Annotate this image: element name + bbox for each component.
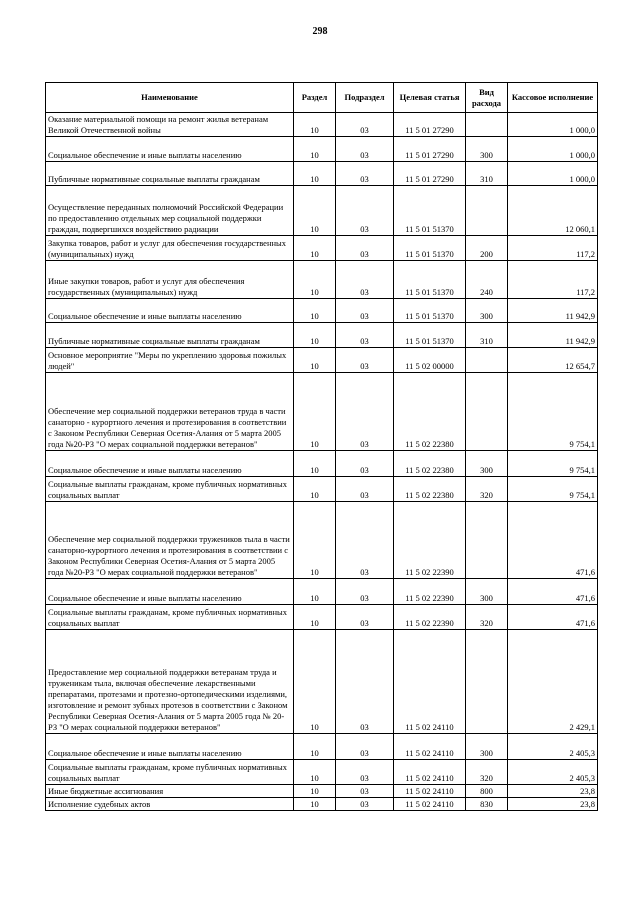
row-amount: 117,2 bbox=[508, 236, 598, 261]
table-row bbox=[46, 348, 598, 373]
row-name: Социальное обеспечение и иные выплаты населению bbox=[46, 451, 294, 477]
row-subsection: 03 bbox=[336, 137, 394, 162]
row-name: Основное мероприятие "Меры по укреплению здоровья пожилых людей" bbox=[46, 348, 294, 373]
table-header-row bbox=[46, 83, 598, 113]
row-amount: 9 754,1 bbox=[508, 451, 598, 477]
row-section: 10 bbox=[294, 162, 336, 186]
row-subsection: 03 bbox=[336, 162, 394, 186]
row-section: 10 bbox=[294, 323, 336, 348]
row-amount: 9 754,1 bbox=[508, 477, 598, 502]
row-amount: 1 000,0 bbox=[508, 137, 598, 162]
table-row bbox=[46, 186, 598, 236]
row-target: 11 5 02 22380 bbox=[394, 373, 466, 451]
row-section: 10 bbox=[294, 502, 336, 579]
row-subsection: 03 bbox=[336, 299, 394, 323]
row-target: 11 5 02 24110 bbox=[394, 798, 466, 811]
row-section: 10 bbox=[294, 373, 336, 451]
row-section: 10 bbox=[294, 785, 336, 798]
row-target: 11 5 02 24110 bbox=[394, 760, 466, 785]
table-row bbox=[46, 579, 598, 605]
row-amount: 23,8 bbox=[508, 798, 598, 811]
row-section: 10 bbox=[294, 236, 336, 261]
row-amount: 471,6 bbox=[508, 579, 598, 605]
table-row bbox=[46, 451, 598, 477]
row-name: Осуществление переданных полномочий Российской Федерации по предоставлению отдельных мер социальной поддержки граждан, подвергшихся воздействию радиации bbox=[46, 186, 294, 236]
row-name: Социальное обеспечение и иные выплаты населению bbox=[46, 299, 294, 323]
row-name: Социальное обеспечение и иные выплаты населению bbox=[46, 579, 294, 605]
row-target: 11 5 02 24110 bbox=[394, 630, 466, 734]
row-subsection: 03 bbox=[336, 348, 394, 373]
row-name: Публичные нормативные социальные выплаты гражданам bbox=[46, 162, 294, 186]
row-name: Социальные выплаты гражданам, кроме публичных нормативных социальных выплат bbox=[46, 605, 294, 630]
budget-table bbox=[45, 82, 598, 811]
row-name: Социальное обеспечение и иные выплаты населению bbox=[46, 137, 294, 162]
row-target: 11 5 02 24110 bbox=[394, 734, 466, 760]
row-type bbox=[466, 630, 508, 734]
row-section: 10 bbox=[294, 605, 336, 630]
row-name: Социальные выплаты гражданам, кроме публичных нормативных социальных выплат bbox=[46, 760, 294, 785]
row-amount: 1 000,0 bbox=[508, 162, 598, 186]
row-subsection: 03 bbox=[336, 630, 394, 734]
row-subsection: 03 bbox=[336, 261, 394, 299]
table-row bbox=[46, 798, 598, 811]
row-section: 10 bbox=[294, 579, 336, 605]
row-amount: 12 654,7 bbox=[508, 348, 598, 373]
row-subsection: 03 bbox=[336, 579, 394, 605]
row-target: 11 5 01 27290 bbox=[394, 162, 466, 186]
row-section: 10 bbox=[294, 451, 336, 477]
row-target: 11 5 01 51370 bbox=[394, 236, 466, 261]
row-type: 320 bbox=[466, 605, 508, 630]
row-subsection: 03 bbox=[336, 760, 394, 785]
row-section: 10 bbox=[294, 734, 336, 760]
row-name: Социальные выплаты гражданам, кроме публичных нормативных социальных выплат bbox=[46, 477, 294, 502]
row-subsection: 03 bbox=[336, 323, 394, 348]
row-name: Обеспечение мер социальной поддержки ветеранов труда в части санаторно - курортного лечения и протезирования в соответствии с Законом Республики Северная Осетия-Алания от 5 марта 2005 года №20-РЗ "О мерах социальной поддержки ветеранов" bbox=[46, 373, 294, 451]
row-amount: 2 405,3 bbox=[508, 734, 598, 760]
row-section: 10 bbox=[294, 760, 336, 785]
row-target: 11 5 02 22380 bbox=[394, 477, 466, 502]
row-amount: 12 060,1 bbox=[508, 186, 598, 236]
row-target: 11 5 01 51370 bbox=[394, 261, 466, 299]
row-target: 11 5 02 00000 bbox=[394, 348, 466, 373]
table-row bbox=[46, 162, 598, 186]
table-row bbox=[46, 373, 598, 451]
row-type: 320 bbox=[466, 760, 508, 785]
row-subsection: 03 bbox=[336, 236, 394, 261]
row-type: 300 bbox=[466, 734, 508, 760]
row-subsection: 03 bbox=[336, 451, 394, 477]
table-row bbox=[46, 630, 598, 734]
row-subsection: 03 bbox=[336, 798, 394, 811]
row-type bbox=[466, 186, 508, 236]
row-target: 11 5 02 24110 bbox=[394, 785, 466, 798]
row-amount: 2 429,1 bbox=[508, 630, 598, 734]
table-row bbox=[46, 323, 598, 348]
row-target: 11 5 01 51370 bbox=[394, 186, 466, 236]
table-row bbox=[46, 299, 598, 323]
row-amount: 117,2 bbox=[508, 261, 598, 299]
row-section: 10 bbox=[294, 630, 336, 734]
row-subsection: 03 bbox=[336, 734, 394, 760]
row-section: 10 bbox=[294, 477, 336, 502]
row-target: 11 5 01 27290 bbox=[394, 113, 466, 137]
row-name: Оказание материальной помощи на ремонт жилья ветеранам Великой Отечественной войны bbox=[46, 113, 294, 137]
page-number: 298 bbox=[312, 26, 328, 37]
header-type: Вид расхода bbox=[466, 83, 508, 113]
row-subsection: 03 bbox=[336, 785, 394, 798]
table-row bbox=[46, 236, 598, 261]
row-amount: 11 942,9 bbox=[508, 323, 598, 348]
table-row bbox=[46, 137, 598, 162]
row-type: 310 bbox=[466, 162, 508, 186]
row-subsection: 03 bbox=[336, 186, 394, 236]
row-amount: 2 405,3 bbox=[508, 760, 598, 785]
row-section: 10 bbox=[294, 137, 336, 162]
row-name: Иные закупки товаров, работ и услуг для обеспечения государственных (муниципальных) нужд bbox=[46, 261, 294, 299]
row-type bbox=[466, 113, 508, 137]
row-subsection: 03 bbox=[336, 477, 394, 502]
row-type: 200 bbox=[466, 236, 508, 261]
row-subsection: 03 bbox=[336, 113, 394, 137]
row-target: 11 5 02 22390 bbox=[394, 605, 466, 630]
row-type bbox=[466, 502, 508, 579]
table-row bbox=[46, 502, 598, 579]
row-section: 10 bbox=[294, 261, 336, 299]
row-name: Исполнение судебных актов bbox=[46, 798, 294, 811]
row-type: 300 bbox=[466, 137, 508, 162]
table-row bbox=[46, 760, 598, 785]
header-amount: Кассовое исполнение bbox=[508, 83, 598, 113]
row-target: 11 5 02 22380 bbox=[394, 451, 466, 477]
row-subsection: 03 bbox=[336, 502, 394, 579]
row-type: 310 bbox=[466, 323, 508, 348]
table-row bbox=[46, 605, 598, 630]
row-target: 11 5 01 51370 bbox=[394, 299, 466, 323]
row-section: 10 bbox=[294, 348, 336, 373]
row-section: 10 bbox=[294, 113, 336, 137]
row-section: 10 bbox=[294, 186, 336, 236]
row-name: Обеспечение мер социальной поддержки тружеников тыла в части санаторно-курортного лечения и протезирования в соответствии с Законом Республики Северная Осетия-Алания от 5 марта 2005 года №20-РЗ "О мерах социальной поддержки ветеранов" bbox=[46, 502, 294, 579]
table-row bbox=[46, 477, 598, 502]
row-section: 10 bbox=[294, 798, 336, 811]
row-type bbox=[466, 373, 508, 451]
row-amount: 1 000,0 bbox=[508, 113, 598, 137]
row-amount: 9 754,1 bbox=[508, 373, 598, 451]
row-type: 240 bbox=[466, 261, 508, 299]
row-target: 11 5 02 22390 bbox=[394, 579, 466, 605]
row-subsection: 03 bbox=[336, 605, 394, 630]
row-type: 320 bbox=[466, 477, 508, 502]
row-name: Публичные нормативные социальные выплаты гражданам bbox=[46, 323, 294, 348]
row-name: Закупка товаров, работ и услуг для обеспечения государственных (муниципальных) нужд bbox=[46, 236, 294, 261]
row-type: 300 bbox=[466, 299, 508, 323]
header-name: Наименование bbox=[46, 83, 294, 113]
row-type: 800 bbox=[466, 785, 508, 798]
row-name: Иные бюджетные ассигнования bbox=[46, 785, 294, 798]
header-section: Раздел bbox=[294, 83, 336, 113]
header-target: Целевая статья bbox=[394, 83, 466, 113]
row-section: 10 bbox=[294, 299, 336, 323]
row-amount: 11 942,9 bbox=[508, 299, 598, 323]
row-amount: 471,6 bbox=[508, 502, 598, 579]
row-target: 11 5 02 22390 bbox=[394, 502, 466, 579]
row-type: 300 bbox=[466, 579, 508, 605]
header-subsection: Подраздел bbox=[336, 83, 394, 113]
row-name: Предоставление мер социальной поддержки ветеранам труда и труженикам тыла, включая обеспечение лекарственными препаратами, протезами и протезно-ортопедическими изделиями, изготовление и ремонт зубных протезов в соответствии с Законом Республики Северная Осетия-Алания от 5 марта 2005 года № 20-РЗ "О мерах социальной поддержки ветеранов" bbox=[46, 630, 294, 734]
table-row bbox=[46, 113, 598, 137]
row-type: 830 bbox=[466, 798, 508, 811]
row-amount: 23,8 bbox=[508, 785, 598, 798]
table-row bbox=[46, 734, 598, 760]
row-type bbox=[466, 348, 508, 373]
row-target: 11 5 01 51370 bbox=[394, 323, 466, 348]
row-name: Социальное обеспечение и иные выплаты населению bbox=[46, 734, 294, 760]
row-type: 300 bbox=[466, 451, 508, 477]
row-target: 11 5 01 27290 bbox=[394, 137, 466, 162]
row-amount: 471,6 bbox=[508, 605, 598, 630]
row-subsection: 03 bbox=[336, 373, 394, 451]
table-row bbox=[46, 261, 598, 299]
table-row bbox=[46, 785, 598, 798]
